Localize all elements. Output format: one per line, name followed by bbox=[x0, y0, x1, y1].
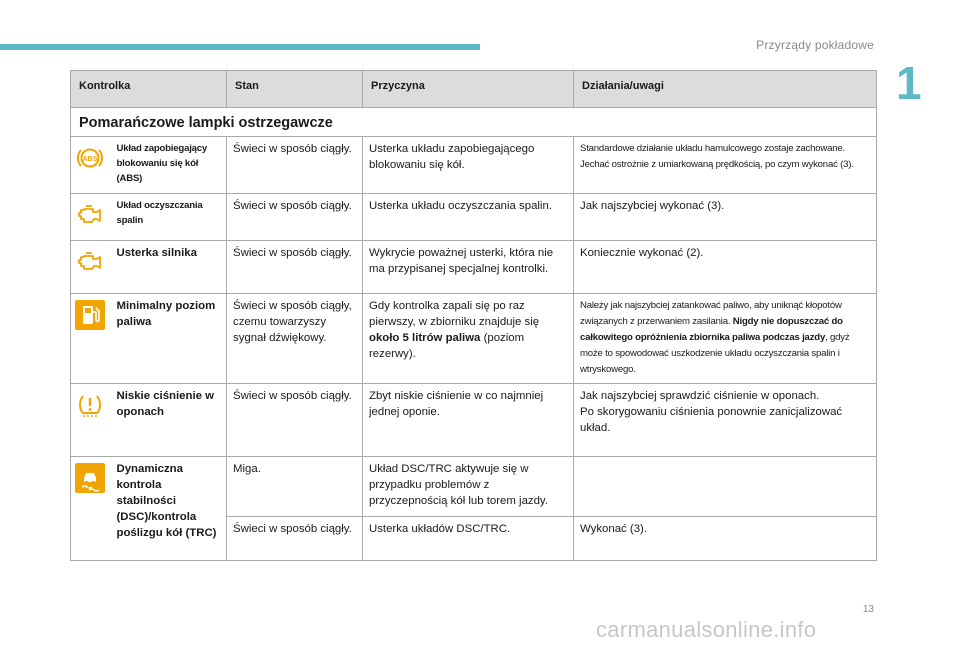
cause-text: Gdy kontrolka zapali się po raz pierwszy, w zbiorniku znajduje się bbox=[369, 300, 540, 328]
svg-text:ABS: ABS bbox=[82, 156, 98, 163]
lamp-label: Dynamiczna kontrola stabilności (DSC)/kontrola poślizgu kół (TRC) bbox=[117, 457, 227, 561]
cause-text-end: (poziom rezerwy). bbox=[369, 332, 525, 360]
action-emphasis: Nigdy nie dopuszczać do całkowitego opróżnienia zbiornika paliwa podczas jazdy bbox=[580, 316, 843, 343]
action-cell: Jak najszybciej wykonać (3). bbox=[574, 194, 877, 241]
table-row bbox=[71, 294, 877, 384]
col-header-dzialania: Działania/uwagi bbox=[574, 71, 877, 108]
action-cell bbox=[574, 384, 877, 457]
header-accent-bar bbox=[0, 44, 480, 50]
section-row bbox=[71, 108, 877, 137]
cause-cell: Usterka układu oczyszczania spalin. bbox=[363, 194, 574, 241]
icon-cell bbox=[71, 294, 117, 384]
fuel-level-icon bbox=[75, 300, 105, 330]
icon-cell bbox=[71, 384, 117, 457]
engine-emissions-icon bbox=[75, 200, 105, 230]
section-title: Przyrządy pokładowe bbox=[756, 38, 874, 52]
watermark-text: carmanualsonline.info bbox=[596, 617, 817, 642]
state-cell: Świeci w sposób ciągły. bbox=[227, 137, 363, 194]
col-header-stan: Stan bbox=[227, 71, 363, 108]
table-header-row bbox=[71, 71, 877, 108]
table-row bbox=[71, 384, 877, 457]
abs-warning-icon bbox=[75, 143, 105, 173]
cause-cell: Usterka układów DSC/TRC. bbox=[363, 517, 574, 561]
state-cell: Świeci w sposób ciągły. bbox=[227, 194, 363, 241]
state-cell: Świeci w sposób ciągły, czemu towarzyszy sygnał dźwiękowy. bbox=[227, 294, 363, 384]
lamp-label: Układ oczyszczania spalin bbox=[117, 194, 227, 241]
section-title-cell: Pomarańczowe lampki ostrzegawcze bbox=[71, 108, 877, 137]
cause-emphasis: około 5 litrów paliwa bbox=[369, 332, 481, 344]
state-cell: Miga. bbox=[227, 457, 363, 517]
cause-cell bbox=[363, 294, 574, 384]
tyre-pressure-icon bbox=[75, 390, 105, 420]
action-cell: Standardowe działanie układu hamulcowego zostaje zachowane. Jechać ostrożnie z umiarkowaną prędkością, po czym wykonać (3). bbox=[574, 137, 877, 194]
lamp-label: Usterka silnika bbox=[117, 241, 227, 294]
table-row bbox=[71, 457, 877, 517]
page-number: 13 bbox=[862, 604, 874, 615]
action-text: Należy jak najszybciej zatankować paliwo, aby uniknąć kłopotów związanych z przerwaniem zasilania. bbox=[580, 300, 842, 327]
action-line: Po skorygowaniu ciśnienia ponownie zanicjalizować układ. bbox=[580, 406, 843, 434]
icon-cell bbox=[71, 194, 117, 241]
icon-cell bbox=[71, 457, 117, 561]
action-cell bbox=[574, 294, 877, 384]
chapter-tab bbox=[896, 57, 922, 109]
cause-cell: Zbyt niskie ciśnienie w co najmniej jednej oponie. bbox=[363, 384, 574, 457]
engine-fault-icon bbox=[75, 247, 105, 277]
col-header-kontrolka: Kontrolka bbox=[71, 71, 227, 108]
stability-control-icon bbox=[75, 463, 105, 493]
warning-lamps-table bbox=[70, 70, 877, 561]
lamp-label: Minimalny poziom paliwa bbox=[117, 294, 227, 384]
action-cell bbox=[574, 457, 877, 517]
cause-cell: Usterka układu zapobiegającego blokowaniu się kół. bbox=[363, 137, 574, 194]
state-cell: Świeci w sposób ciągły. bbox=[227, 517, 363, 561]
lamp-label: Układ zapobiegający blokowaniu się kół (ABS) bbox=[117, 137, 227, 194]
lamp-label: Niskie ciśnienie w oponach bbox=[117, 384, 227, 457]
action-line: Jak najszybciej sprawdzić ciśnienie w oponach. bbox=[580, 390, 820, 402]
chapter-number: 1 bbox=[896, 57, 922, 109]
table-row bbox=[71, 137, 877, 194]
cause-cell: Wykrycie poważnej usterki, która nie ma przypisanej specjalnej kontrolki. bbox=[363, 241, 574, 294]
state-cell: Świeci w sposób ciągły. bbox=[227, 241, 363, 294]
col-header-przyczyna: Przyczyna bbox=[363, 71, 574, 108]
action-cell: Koniecznie wykonać (2). bbox=[574, 241, 877, 294]
action-text-end: , gdyż może to spowodować uszkodzenie układu oczyszczania spalin i wtryskowego. bbox=[580, 332, 850, 375]
table-row bbox=[71, 241, 877, 294]
state-cell: Świeci w sposób ciągły. bbox=[227, 384, 363, 457]
table-row bbox=[71, 194, 877, 241]
action-cell: Wykonać (3). bbox=[574, 517, 877, 561]
icon-cell bbox=[71, 241, 117, 294]
icon-cell bbox=[71, 137, 117, 194]
cause-cell: Układ DSC/TRC aktywuje się w przypadku problemów z przyczepnością kół lub torem jazdy. bbox=[363, 457, 574, 517]
